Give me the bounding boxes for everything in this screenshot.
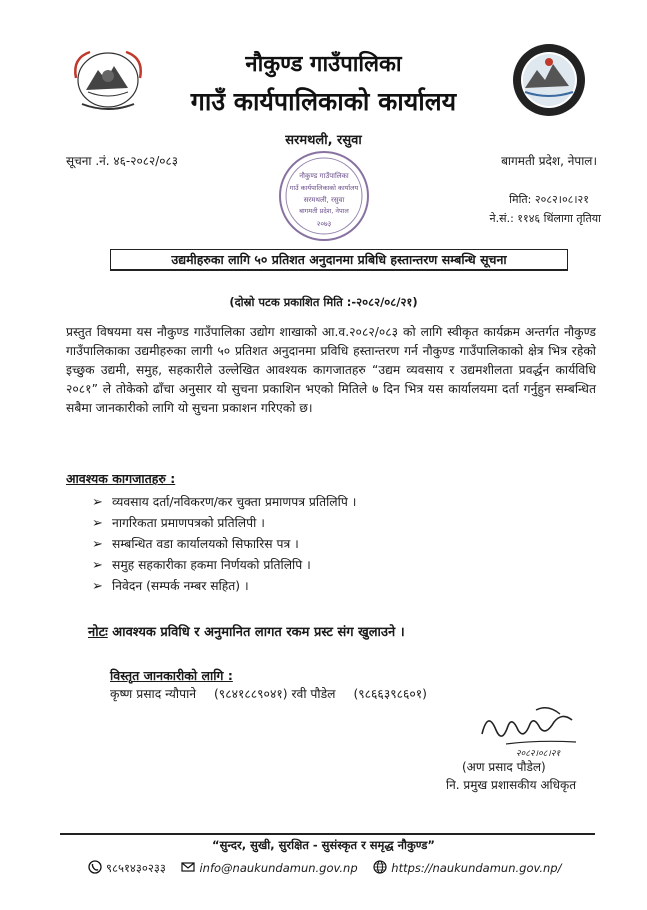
arrow-bullet-icon: ➢ bbox=[92, 558, 103, 573]
footer-phone-text: ९८५१४३०२३३ bbox=[106, 861, 166, 875]
footer-website-text[interactable]: https://naukundamun.gov.np/ bbox=[391, 861, 562, 875]
stamp-line-4: बागमती प्रदेश, नेपाल bbox=[299, 207, 349, 215]
contact-person-2: रवी पौडेल bbox=[291, 687, 336, 701]
contact-phone-2: (९८६६३९८६०१) bbox=[353, 687, 427, 701]
stamp-line-3: सरमथली, रसुवा bbox=[303, 196, 345, 204]
office-address: सरमथली, रसुवा bbox=[285, 133, 362, 148]
arrow-bullet-icon: ➢ bbox=[92, 537, 103, 552]
province-label: बागमती प्रदेश, नेपाल। bbox=[501, 154, 597, 168]
footer-slogan: “सुन्दर, सुखी, सुरक्षित - सुसंस्कृत र समृद्ध नौकुण्ड” bbox=[212, 838, 435, 852]
notice-body: प्रस्तुत विषयमा यस नौकुण्ड गाउँपालिका उद्योग शाखाको आ.व.२०८२/०८३ को लागि स्वीकृत कार्यक्रम अन्तर्गत नौकुण्ड गाउँपालिकाका उद्यमीहरुका लागी ५० प्रतिशत अनुदानमा प्रविधि हस्तान्तरण गर्न नौकुण्ड गाउँपालिकाको क्षेत्र भित्र रहेको इच्छुक उद्यमी, समुह, सहकारीले उल्लेखित आवश्यक कागजातहरु “उद्यम व्यवसाय र उद्यमशीलता प्रवर्द्धन कार्यविधि २०८१” ले तोकेको ढाँचा अनुसार यो सुचना प्रकाशिन भएको मितिले ७ दिन भित्र यस कार्यालयमा दर्ता गर्नुहुन सम्बन्धित सबैमा जानकारीको लागि यो सुचना प्रकाशन गरिएको छ। bbox=[66, 325, 596, 415]
list-item-text: निवेदन (सम्पर्क नम्बर सहित) । bbox=[112, 579, 249, 593]
signature bbox=[476, 700, 586, 762]
footer-website[interactable] bbox=[373, 860, 561, 875]
list-item bbox=[92, 555, 356, 576]
note-line bbox=[88, 622, 405, 640]
signature-date: २०८२।०८।२१ bbox=[515, 749, 561, 759]
list-item-text: समुह सहकारीका हकमा निर्णयको प्रतिलिपि । bbox=[112, 558, 311, 572]
list-item bbox=[92, 534, 356, 555]
stamp-line-5: २०७३ bbox=[316, 220, 332, 228]
arrow-bullet-icon: ➢ bbox=[92, 495, 103, 510]
list-item-text: नागरिकता प्रमाणपत्रको प्रतिलिपी । bbox=[112, 516, 265, 530]
footer-contacts bbox=[88, 860, 573, 876]
globe-icon bbox=[373, 860, 387, 874]
issue-date: मिति: २०८२।०८।२१ bbox=[509, 193, 589, 206]
contact-line bbox=[110, 685, 427, 702]
reference-number: सूचना .नं. ४६-२०८२/०८३ bbox=[66, 154, 178, 168]
phone-icon bbox=[88, 860, 102, 874]
required-docs-heading: आवश्यक कागजातहरु : bbox=[66, 471, 176, 486]
footer-divider bbox=[60, 833, 595, 835]
arrow-bullet-icon: ➢ bbox=[92, 579, 103, 594]
stamp-line-1: नौकुण्ड गाउँपालिका bbox=[299, 172, 349, 180]
list-item bbox=[92, 576, 356, 597]
note-label: नोटः bbox=[88, 625, 108, 640]
nepal-samvat-date: ने.सं.: ११४६ थिंलागा तृतिया bbox=[489, 212, 601, 225]
office-title: गाउँ कार्यपालिकाको कार्यालय bbox=[190, 87, 457, 116]
notice-subject: उद्यमीहरुका लागि ५० प्रतिशत अनुदानमा प्रबिधि हस्तान्तरण सम्बन्धि सूचना bbox=[110, 249, 568, 271]
contact-heading: विस्तृत जानकारीको लागि : bbox=[110, 668, 233, 683]
list-item bbox=[92, 492, 356, 513]
signatory-name: (अण प्रसाद पौडेल) bbox=[462, 760, 546, 774]
official-stamp bbox=[276, 148, 372, 244]
required-docs-list bbox=[92, 492, 356, 597]
republish-note: (दोस्रो पटक प्रकाशित मिति :-२०८२/०८/२१) bbox=[229, 295, 418, 309]
arrow-bullet-icon: ➢ bbox=[92, 516, 103, 531]
note-text: आवश्यक प्रविधि र अनुमानित लागत रकम प्रस्ट संग खुलाउने । bbox=[107, 625, 405, 640]
stamp-line-2: गाउँ कार्यपालिकाको कार्यालय bbox=[289, 184, 359, 192]
contact-phone-1: (९८४१८८९०४१) bbox=[214, 687, 288, 701]
office-name: नौकुण्ड गाउँपालिका bbox=[245, 51, 402, 77]
list-item bbox=[92, 513, 356, 534]
footer-email[interactable] bbox=[181, 860, 357, 875]
contact-person-1: कृष्ण प्रसाद न्यौपाने bbox=[110, 687, 197, 701]
list-item-text: सम्बन्धित वडा कार्यालयको सिफारिस पत्र । bbox=[112, 537, 299, 551]
list-item-text: व्यवसाय दर्ता/नविकरण/कर चुक्ता प्रमाणपत्र प्रतिलिपि । bbox=[112, 495, 357, 509]
signatory-title: नि. प्रमुख प्रशासकीय अधिकृत bbox=[446, 778, 577, 792]
footer-email-text[interactable]: info@naukundamun.gov.np bbox=[199, 861, 358, 875]
envelope-icon bbox=[181, 860, 195, 874]
footer-phone bbox=[88, 860, 166, 876]
